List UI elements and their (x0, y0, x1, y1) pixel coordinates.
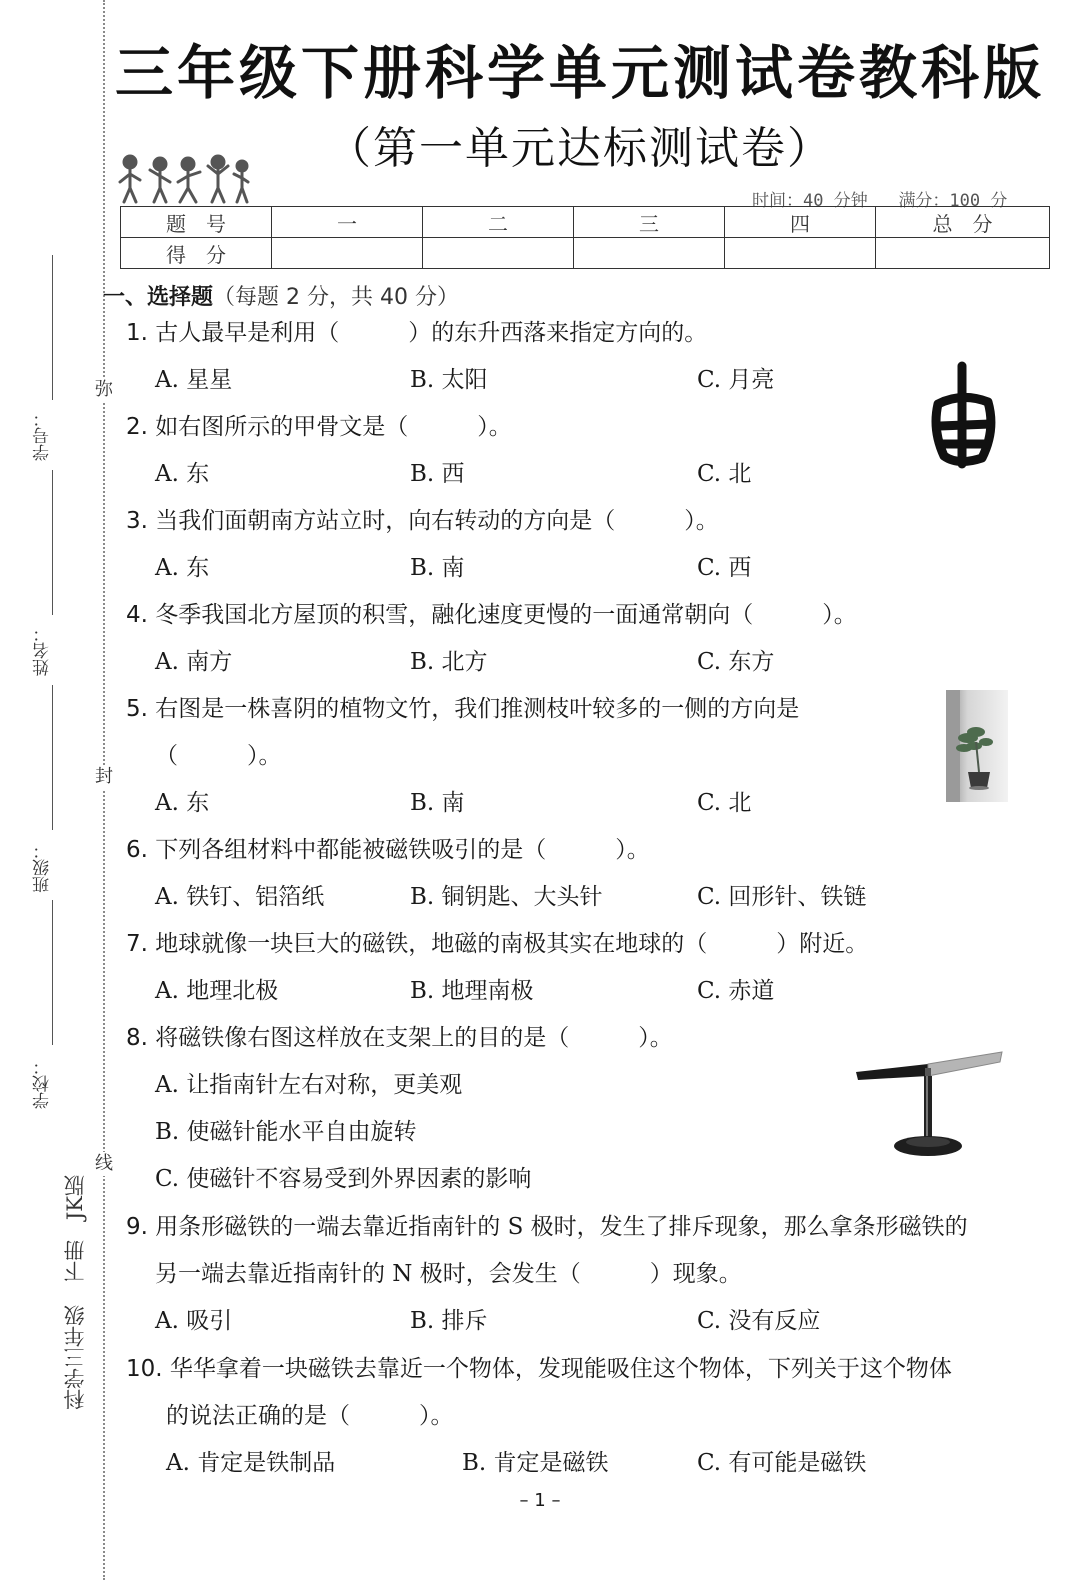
question-number: 4. (126, 602, 148, 628)
option-a[interactable]: A. 让指南针左右对称，更美观 (155, 1072, 463, 1098)
option-c[interactable]: C. 没有反应 (697, 1308, 821, 1334)
question-text: 当我们面朝南方站立时，向右转动的方向是（ ）。 (155, 508, 719, 534)
page-subtitle: （第一单元达标测试卷） (327, 123, 833, 174)
magnet-on-stand-image (852, 1046, 1008, 1164)
option-c[interactable]: C. 有可能是磁铁 (697, 1450, 867, 1476)
option-a[interactable]: A. 东 (155, 790, 210, 816)
option-b[interactable]: B. 肯定是磁铁 (462, 1450, 609, 1476)
option-a[interactable]: A. 南方 (155, 649, 233, 675)
score-table-col-3: 三 (574, 207, 725, 238)
question-9-continued: 另一端去靠近指南针的 N 极时，会发生（ ）现象。 (155, 1261, 742, 1287)
option-b[interactable]: B. 太阳 (410, 367, 488, 393)
name-line (52, 470, 53, 615)
section-title: 一、选择题 (103, 285, 214, 310)
question-2 (126, 412, 512, 442)
question-number: 6. (126, 837, 148, 863)
question-text: 如右图所示的甲骨文是（ ）。 (155, 414, 512, 440)
option-b[interactable]: B. 排斥 (410, 1308, 488, 1334)
question-8 (126, 1023, 673, 1053)
binding-cut-line (103, 0, 105, 1580)
option-c[interactable]: C. 使磁针不容易受到外界因素的影响 (155, 1166, 532, 1192)
option-b[interactable]: B. 南 (410, 790, 465, 816)
question-number: 7. (126, 931, 148, 957)
score-cell-3[interactable] (574, 238, 725, 269)
option-b[interactable]: B. 西 (410, 461, 465, 487)
score-cell-1[interactable] (272, 238, 423, 269)
section-heading (103, 280, 459, 311)
option-b[interactable]: B. 使磁针能水平自由旋转 (155, 1119, 417, 1145)
score-table-score-row (121, 238, 1050, 269)
question-5-continued: （ ）。 (155, 743, 282, 769)
time-info: 时间：40 分钟 (752, 191, 868, 211)
student-id-label: 学号： (33, 410, 53, 461)
option-c[interactable]: C. 月亮 (697, 367, 775, 393)
page-title: 三年级下册科学单元测试卷教科版 (114, 39, 1045, 107)
question-text: 华华拿着一块磁铁去靠近一个物体，发现能吸住这个物体，下列关于这个物体 (169, 1356, 952, 1382)
option-a[interactable]: A. 东 (155, 555, 210, 581)
score-table-col-1: 一 (272, 207, 423, 238)
option-b[interactable]: B. 北方 (410, 649, 488, 675)
option-a[interactable]: A. 东 (155, 461, 210, 487)
score-table-score-label: 得 分 (121, 238, 272, 269)
question-text: 下列各组材料中都能被磁铁吸引的是（ ）。 (155, 837, 650, 863)
option-c[interactable]: C. 西 (697, 555, 752, 581)
school-line (52, 900, 53, 1045)
class-line (52, 685, 53, 830)
question-3 (126, 506, 719, 536)
score-cell-total[interactable] (876, 238, 1050, 269)
question-text: 冬季我国北方屋顶的积雪，融化速度更慢的一面通常朝向（ ）。 (155, 602, 857, 628)
score-table-header-row (121, 207, 1050, 238)
option-a[interactable]: A. 吸引 (155, 1308, 233, 1334)
question-7 (126, 929, 868, 959)
option-c[interactable]: C. 赤道 (697, 978, 775, 1004)
name-label: 姓名： (33, 625, 53, 676)
option-b[interactable]: B. 铜钥匙、大头针 (410, 884, 603, 910)
option-b[interactable]: B. 南 (410, 555, 465, 581)
oracle-bone-script-image (928, 360, 1000, 472)
question-10-continued: 的说法正确的是（ ）。 (166, 1403, 454, 1429)
option-a[interactable]: A. 星星 (155, 367, 233, 393)
class-label: 班级： (33, 842, 53, 893)
children-figures-icon (118, 152, 250, 208)
question-number: 9. (126, 1214, 148, 1240)
question-1 (126, 318, 707, 348)
asparagus-fern-photo (946, 690, 1008, 802)
question-text: 用条形磁铁的一端去靠近指南针的 S 极时，发生了排斥现象，那么拿条形磁铁的 (155, 1214, 968, 1240)
question-text: 古人最早是利用（ ）的东升西落来指定方向的。 (155, 320, 708, 346)
question-5 (126, 694, 799, 724)
score-table-col-2: 二 (423, 207, 574, 238)
score-table (120, 206, 1050, 269)
score-table-header-label: 题 号 (121, 207, 272, 238)
question-6 (126, 835, 650, 865)
question-text: 地球就像一块巨大的磁铁，地磁的南极其实在地球的（ ）附近。 (155, 931, 869, 957)
question-number: 3. (126, 508, 148, 534)
score-table-col-4: 四 (725, 207, 876, 238)
question-text: 右图是一株喜阴的植物文竹，我们推测枝叶较多的一侧的方向是 (155, 696, 800, 722)
seal-mark-feng: 封 (92, 765, 116, 789)
spine-edition: JK版 (63, 1175, 87, 1221)
option-a[interactable]: A. 肯定是铁制品 (166, 1450, 336, 1476)
school-label: 学校： (33, 1058, 53, 1109)
seal-mark-xian: 线 (92, 1152, 116, 1176)
option-c[interactable]: C. 北 (697, 790, 752, 816)
question-number: 5. (126, 696, 148, 722)
question-number: 2. (126, 414, 148, 440)
seal-mark-mi: 弥 (92, 378, 116, 402)
option-b[interactable]: B. 地理南极 (410, 978, 534, 1004)
score-table-col-total: 总 分 (876, 207, 1050, 238)
score-cell-2[interactable] (423, 238, 574, 269)
page-number: – 1 – (519, 1490, 561, 1511)
question-10 (126, 1354, 952, 1384)
question-4 (126, 600, 857, 630)
question-9 (126, 1212, 968, 1242)
option-a[interactable]: A. 地理北极 (155, 978, 279, 1004)
question-number: 8. (126, 1025, 148, 1051)
spine-subject: 科学三年级 (63, 1305, 87, 1410)
full-score-info: 满分：100 分 (898, 191, 1008, 211)
student-id-line (52, 255, 53, 400)
option-a[interactable]: A. 铁钉、铝箔纸 (155, 884, 325, 910)
question-number: 10. (126, 1356, 163, 1382)
option-c[interactable]: C. 北 (697, 461, 752, 487)
score-cell-4[interactable] (725, 238, 876, 269)
spine-volume: 下册 (63, 1240, 87, 1282)
option-c[interactable]: C. 东方 (697, 649, 775, 675)
section-note: （每题 2 分，共 40 分） (213, 285, 459, 310)
question-text: 将磁铁像右图这样放在支架上的目的是（ ）。 (155, 1025, 673, 1051)
question-number: 1. (126, 320, 148, 346)
option-c[interactable]: C. 回形针、铁链 (697, 884, 867, 910)
